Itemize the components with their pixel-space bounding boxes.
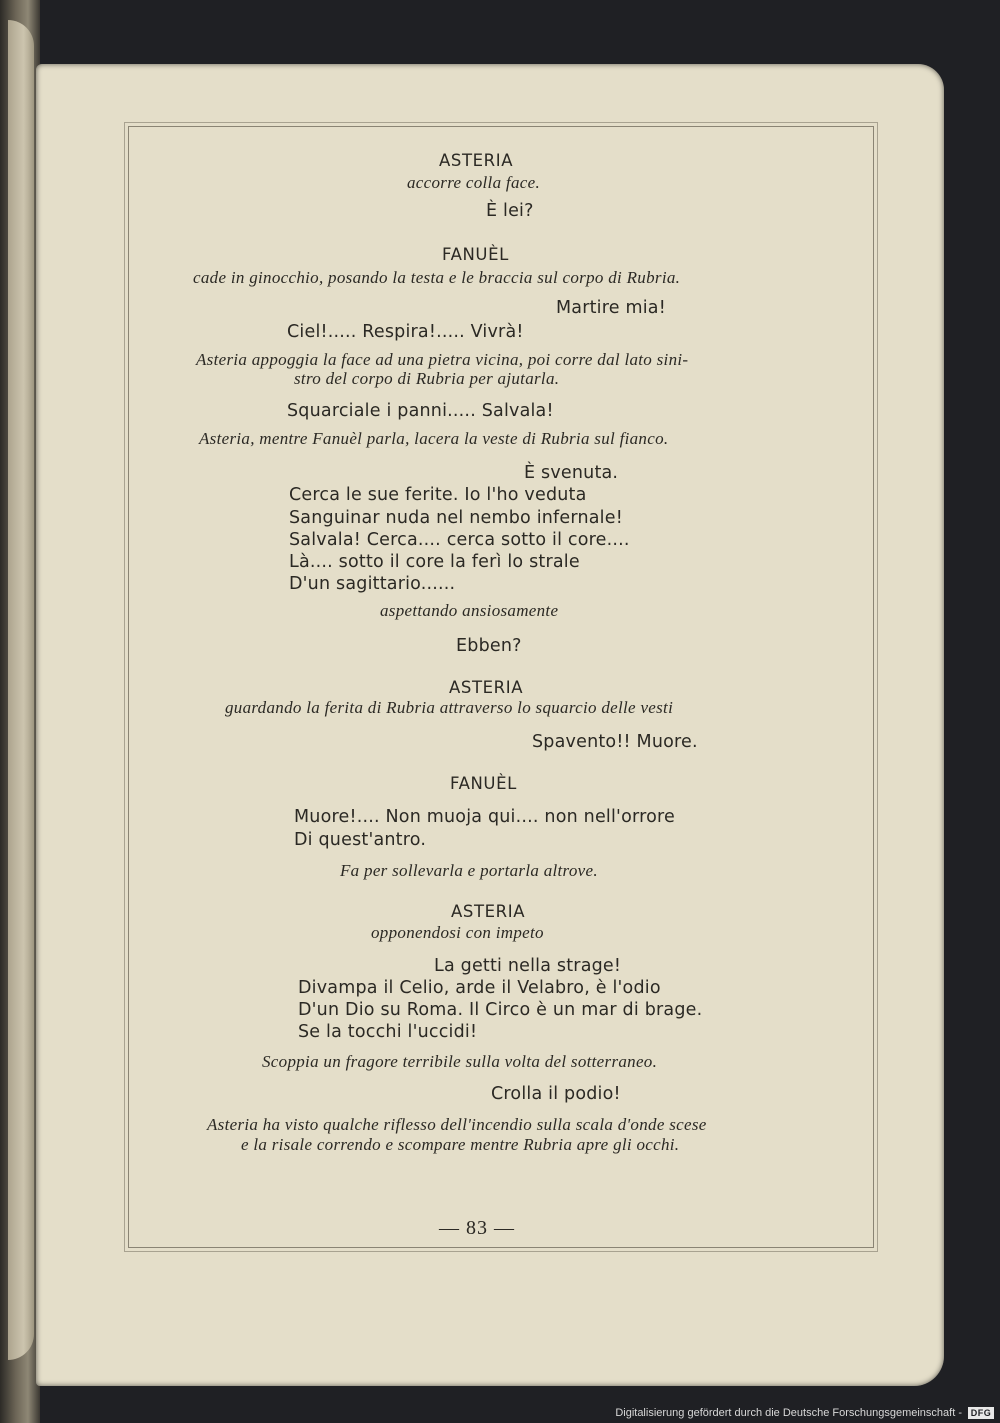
- verse-line: D'un sagittario......: [289, 574, 456, 594]
- book-page: [36, 64, 944, 1386]
- verse-line: D'un Dio su Roma. Il Circo è un mar di brage.: [298, 1000, 703, 1020]
- stage-direction: guardando la ferita di Rubria attraverso lo squarcio delle vesti: [225, 698, 674, 717]
- stage-direction: Fa per sollevarla e portarla altrove.: [340, 861, 598, 880]
- stage-direction: Asteria ha visto qualche riflesso dell'incendio sulla scala d'onde scese: [207, 1115, 707, 1134]
- verse-line: Sanguinar nuda nel nembo infernale!: [289, 508, 623, 528]
- stage-direction: e la risale correndo e scompare mentre Rubria apre gli occhi.: [241, 1135, 680, 1154]
- verse-line: Muore!.... Non muoja qui.... non nell'orrore: [294, 807, 675, 827]
- credit-text: Digitalisierung gefördert durch die Deutsche Forschungsgemeinschaft -: [615, 1407, 962, 1419]
- stage-direction: cade in ginocchio, posando la testa e le braccia sul corpo di Rubria.: [193, 268, 681, 287]
- verse-line: La getti nella strage!: [434, 956, 622, 976]
- verse-line: È svenuta.: [524, 463, 619, 483]
- facing-page-edge: [0, 0, 40, 1423]
- verse-line: È lei?: [486, 201, 534, 221]
- speaker-name: FANUÈL: [442, 245, 509, 264]
- verse-line: Se la tocchi l'uccidi!: [298, 1022, 478, 1042]
- stage-direction: accorre colla face.: [407, 173, 540, 192]
- stage-direction: Scoppia un fragore terribile sulla volta del sotterraneo.: [262, 1052, 658, 1071]
- speaker-name: ASTERIA: [439, 151, 514, 170]
- page-number: — 83 —: [439, 1217, 515, 1239]
- speaker-name: FANUÈL: [450, 774, 517, 793]
- speaker-name: ASTERIA: [449, 678, 524, 697]
- verse-line: Crolla il podio!: [491, 1084, 621, 1104]
- stage-direction: stro del corpo di Rubria per ajutarla.: [294, 369, 560, 388]
- verse-line: Spavento!! Muore.: [532, 732, 698, 752]
- speaker-name: ASTERIA: [451, 902, 526, 921]
- stage-direction: Asteria, mentre Fanuèl parla, lacera la veste di Rubria sul fianco.: [199, 429, 669, 448]
- verse-line: Martire mia!: [556, 298, 666, 318]
- stage-direction: Asteria appoggia la face ad una pietra vicina, poi corre dal lato sini-: [196, 350, 689, 369]
- verse-line: Divampa il Celio, arde il Velabro, è l'odio: [298, 978, 661, 998]
- digitization-credit: [615, 1405, 994, 1421]
- stage-direction: opponendosi con impeto: [371, 923, 544, 942]
- verse-line: Ebben?: [456, 636, 522, 656]
- dfg-logo-icon: DFG: [968, 1407, 994, 1419]
- facing-page-paper: [8, 20, 34, 1360]
- verse-line: Cerca le sue ferite. Io l'ho veduta: [289, 485, 587, 505]
- verse-line: Salvala! Cerca.... cerca sotto il core....: [289, 530, 630, 550]
- verse-line: Di quest'antro.: [294, 830, 427, 850]
- verse-line: Squarciale i panni..... Salvala!: [287, 401, 554, 421]
- verse-line: Là.... sotto il core la ferì lo strale: [289, 552, 580, 572]
- stage-direction: aspettando ansiosamente: [380, 601, 559, 620]
- verse-line: Ciel!..... Respira!..... Vivrà!: [287, 322, 524, 342]
